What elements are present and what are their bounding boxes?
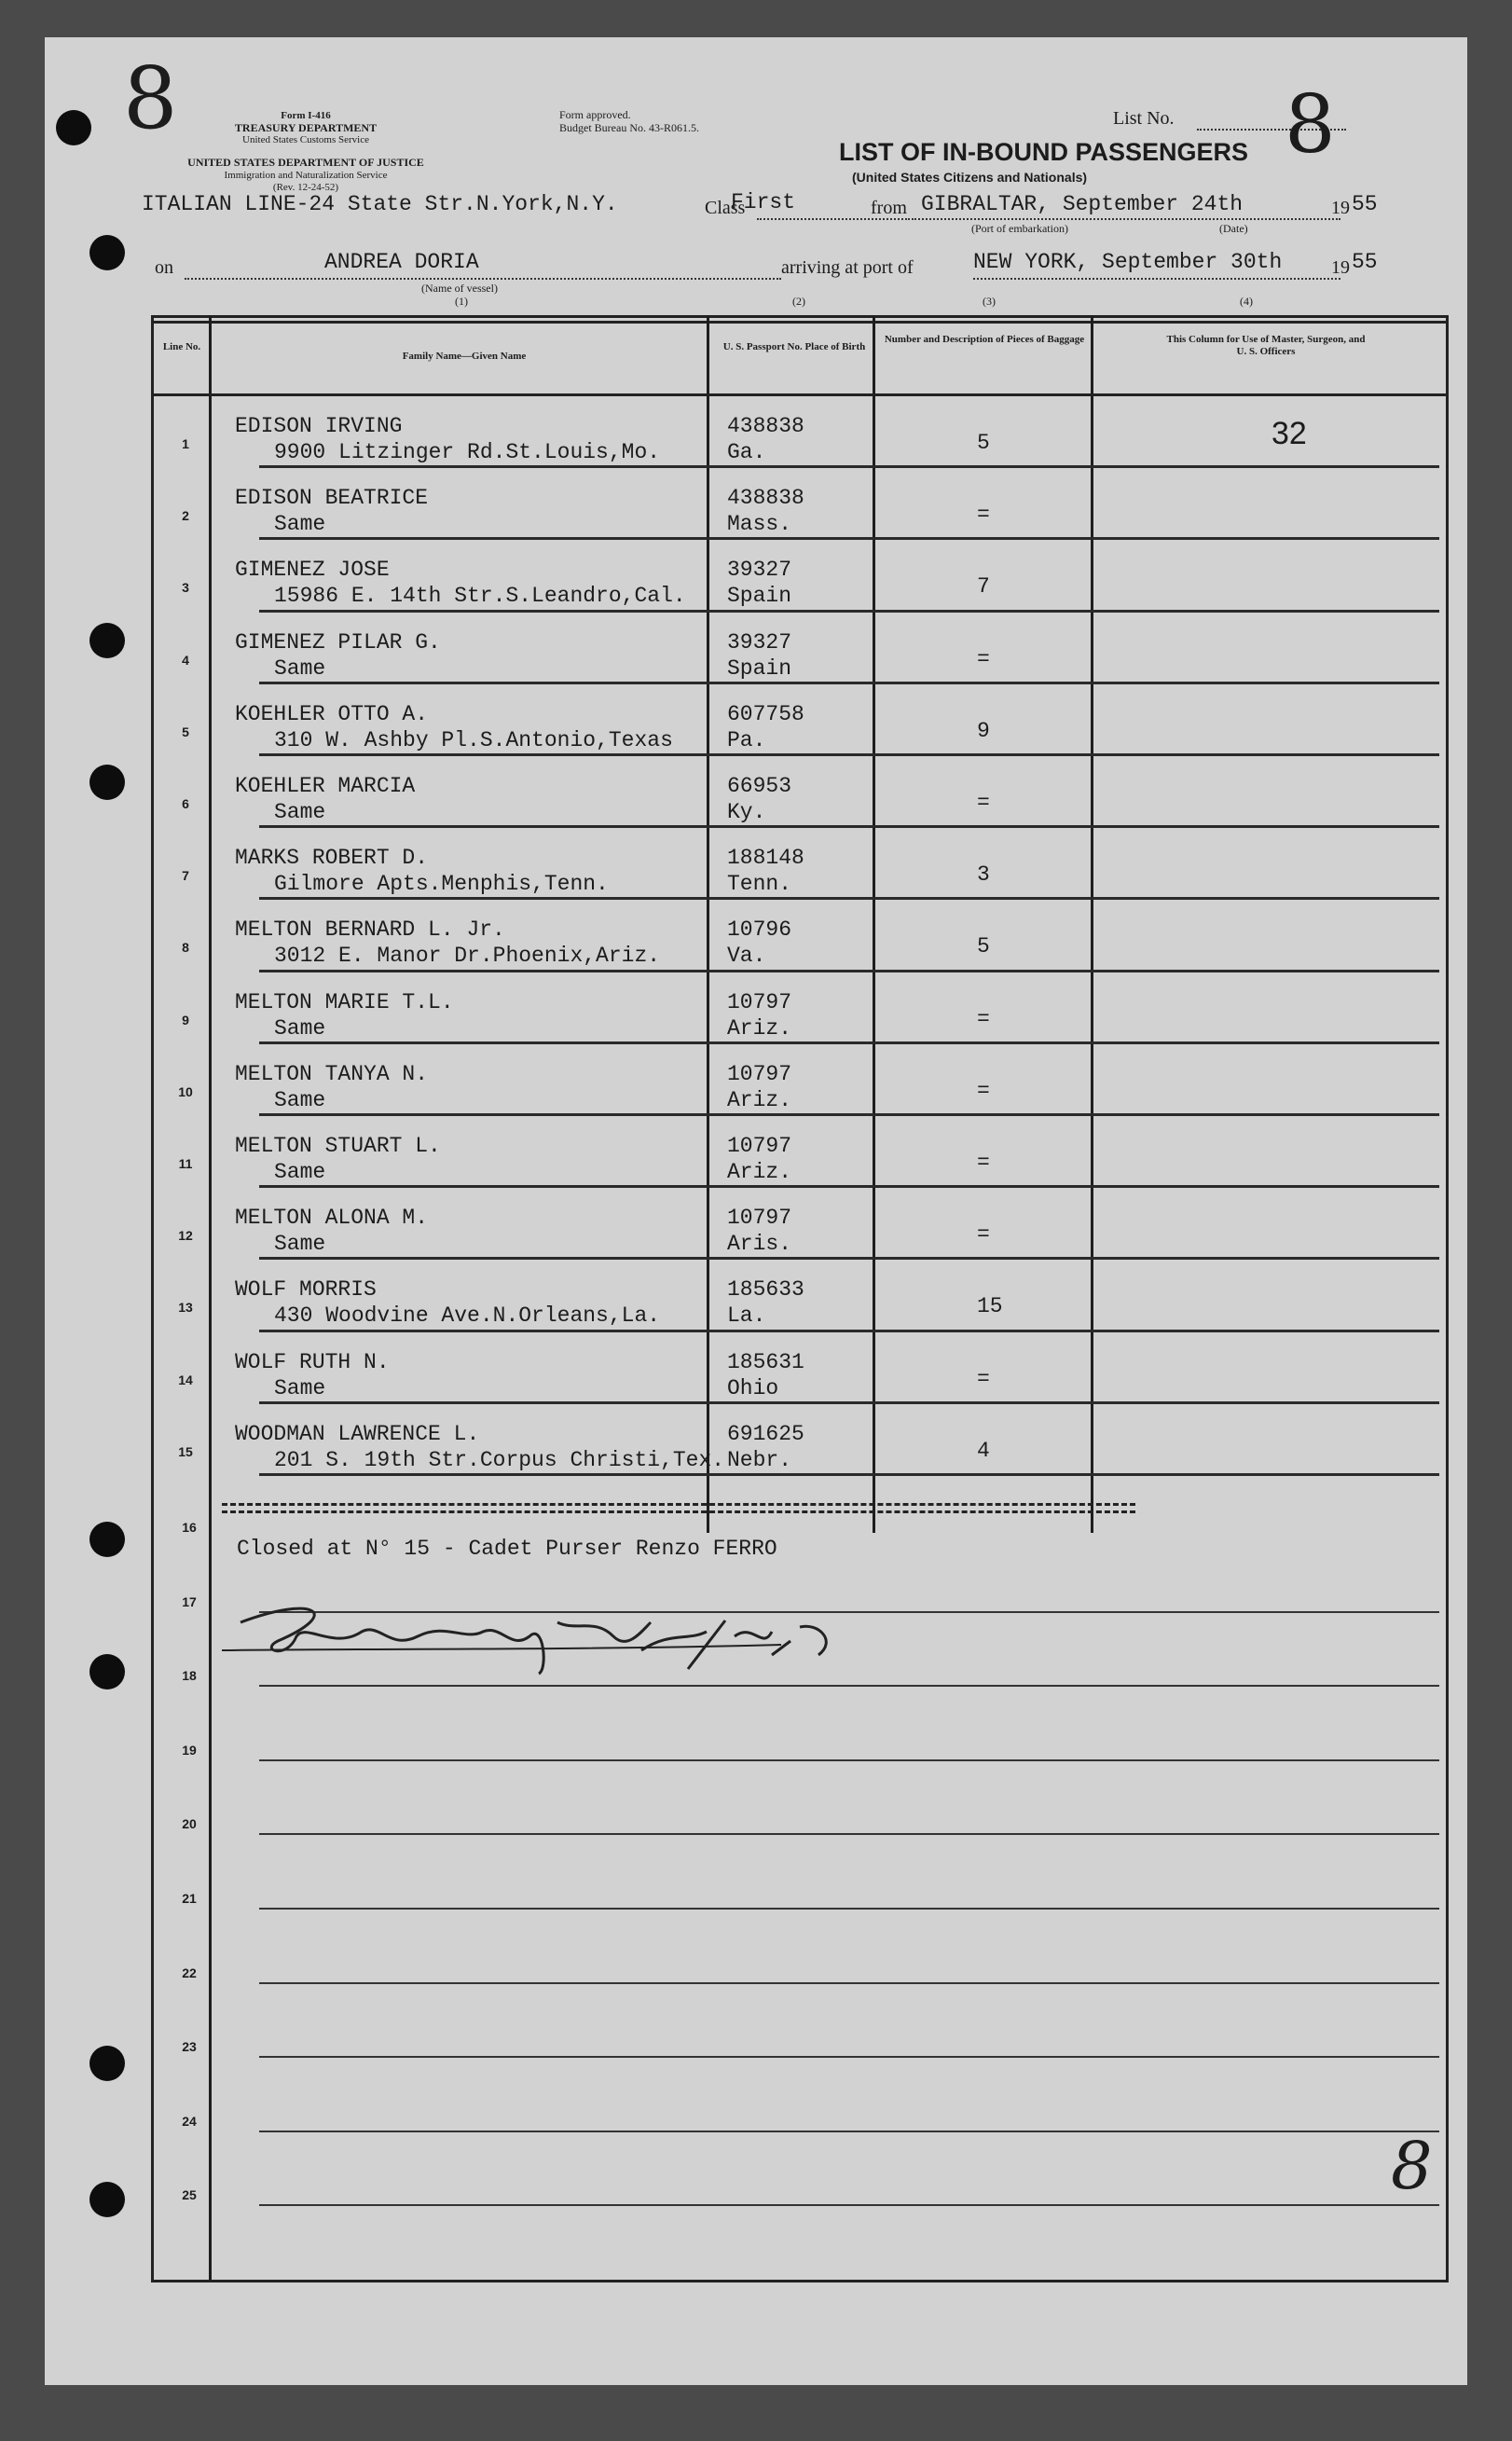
baggage-count: 5 bbox=[977, 431, 990, 455]
line-number: 17 bbox=[182, 1593, 197, 1609]
caption-3: (3) bbox=[983, 295, 996, 308]
baggage-count: = bbox=[977, 503, 990, 528]
port-of-embarkation: GIBRALTAR, September 24th bbox=[921, 192, 1244, 216]
shipping-line: ITALIAN LINE-24 State Str.N.York,N.Y. bbox=[142, 192, 618, 216]
table-row-divider bbox=[259, 2131, 1439, 2132]
passenger-name: MARKS ROBERT D. bbox=[235, 846, 429, 871]
passport-number: 10797 bbox=[727, 989, 792, 1014]
passenger-name: KOEHLER MARCIA bbox=[235, 774, 416, 798]
passport-number: 10797 bbox=[727, 1061, 792, 1086]
passenger-name: GIMENEZ JOSE bbox=[235, 558, 390, 583]
passenger-name: WOODMAN LAWRENCE L. bbox=[235, 1421, 480, 1446]
line-number: 16 bbox=[182, 1520, 197, 1535]
passenger-name: MELTON TANYA N. bbox=[235, 1061, 429, 1086]
punch-hole bbox=[89, 1522, 125, 1557]
table-row-divider bbox=[259, 1041, 1439, 1044]
handwritten-page-mark: 8 bbox=[1391, 2128, 1433, 2204]
budget-bureau: Budget Bureau No. 43-R061.5. bbox=[559, 121, 699, 134]
passenger-name: MELTON ALONA M. bbox=[235, 1206, 429, 1231]
col-officers: This Column for Use of Master, Surgeon, and U. S. Officers bbox=[1166, 334, 1366, 357]
class-label: Class bbox=[705, 198, 746, 218]
passport-number: 10797 bbox=[727, 1134, 792, 1158]
passenger-address: Same bbox=[274, 1087, 326, 1112]
col-passport: U. S. Passport No. Place of Birth bbox=[722, 341, 866, 352]
year-value: 55 bbox=[1352, 192, 1378, 216]
table-row-divider bbox=[259, 1257, 1439, 1260]
line-number: 3 bbox=[182, 580, 189, 596]
table-row-divider bbox=[259, 610, 1439, 613]
passenger-address: Same bbox=[274, 1232, 326, 1257]
arriving-label: arriving at port of bbox=[781, 257, 914, 278]
punch-hole bbox=[89, 2182, 125, 2217]
table-row-divider bbox=[259, 897, 1439, 900]
place-of-birth: Va. bbox=[727, 944, 766, 969]
passport-number: 39327 bbox=[727, 558, 792, 583]
passenger-name: EDISON BEATRICE bbox=[235, 486, 429, 511]
punch-hole bbox=[89, 1654, 125, 1689]
baggage-count: = bbox=[977, 791, 990, 815]
line-number: 7 bbox=[182, 868, 189, 884]
passenger-name: EDISON IRVING bbox=[235, 414, 403, 438]
baggage-count: = bbox=[977, 1366, 990, 1391]
arrival-year-prefix: 19 bbox=[1331, 257, 1350, 278]
class-value: First bbox=[731, 190, 796, 214]
form-header-left bbox=[175, 110, 436, 146]
place-of-birth: Mass. bbox=[727, 512, 792, 537]
place-of-birth: Ga. bbox=[727, 440, 766, 464]
passenger-address: 430 Woodvine Ave.N.Orleans,La. bbox=[274, 1303, 661, 1329]
table-row-divider bbox=[259, 1473, 1439, 1476]
passenger-address: 201 S. 19th Str.Corpus Christi,Tex. bbox=[274, 1447, 725, 1472]
baggage-count: = bbox=[977, 1151, 990, 1175]
place-of-birth: Tenn. bbox=[727, 872, 792, 897]
table-row-divider bbox=[259, 970, 1439, 972]
customs-service: United States Customs Service bbox=[242, 134, 369, 145]
passport-number: 607758 bbox=[727, 701, 804, 726]
treasury-dept: TREASURY DEPARTMENT bbox=[234, 121, 378, 134]
line-number: 8 bbox=[182, 940, 189, 956]
passenger-name: MELTON MARIE T.L. bbox=[235, 989, 454, 1014]
table-row-divider bbox=[259, 465, 1439, 468]
place-of-birth: Ariz. bbox=[727, 1160, 792, 1184]
passport-number: 10796 bbox=[727, 917, 792, 943]
table-row-divider bbox=[259, 1759, 1439, 1761]
passenger-address: 3012 E. Manor Dr.Phoenix,Ariz. bbox=[274, 944, 661, 969]
passport-number: 185631 bbox=[727, 1349, 804, 1374]
baggage-count: = bbox=[977, 646, 990, 671]
place-of-birth: Aris. bbox=[727, 1232, 792, 1257]
manifest-sheet bbox=[45, 37, 1467, 2385]
handwritten-sheet-number: 8 bbox=[123, 48, 178, 148]
baggage-count: 9 bbox=[977, 718, 990, 743]
table-row-divider bbox=[259, 2204, 1439, 2206]
baggage-count: 3 bbox=[977, 862, 990, 888]
passenger-address: Gilmore Apts.Menphis,Tenn. bbox=[274, 872, 609, 897]
list-number: 8 bbox=[1285, 78, 1336, 172]
line-number: 25 bbox=[182, 2187, 197, 2203]
officer-count: 32 bbox=[1271, 416, 1307, 451]
line-number: 19 bbox=[182, 1742, 197, 1758]
line-number: 14 bbox=[178, 1372, 193, 1387]
passenger-address: Same bbox=[274, 512, 326, 537]
table-row-divider bbox=[259, 1185, 1439, 1188]
place-of-birth: La. bbox=[727, 1303, 766, 1329]
passport-number: 438838 bbox=[727, 486, 804, 511]
line-number: 1 bbox=[182, 436, 189, 451]
table-row-divider bbox=[259, 682, 1439, 684]
passenger-name: WOLF MORRIS bbox=[235, 1277, 377, 1303]
baggage-count: = bbox=[977, 1006, 990, 1031]
line-number: 9 bbox=[182, 1012, 189, 1027]
place-of-birth: Spain bbox=[727, 655, 792, 681]
punch-hole bbox=[89, 623, 125, 658]
date-caption: (Date) bbox=[1219, 222, 1248, 235]
list-no-label: List No. bbox=[1113, 108, 1175, 129]
year-prefix: 19 bbox=[1331, 198, 1350, 218]
line-number: 20 bbox=[182, 1816, 197, 1832]
line-number: 21 bbox=[182, 1891, 197, 1906]
form-number: Form I-416 bbox=[281, 110, 331, 121]
passenger-address: Same bbox=[274, 655, 326, 681]
justice-dept: UNITED STATES DEPARTMENT OF JUSTICE bbox=[187, 156, 424, 169]
from-label: from bbox=[871, 198, 907, 218]
line-number: 24 bbox=[182, 2113, 197, 2129]
passport-number: 10797 bbox=[727, 1206, 792, 1231]
port-embarkation-caption: (Port of embarkation) bbox=[971, 222, 1068, 235]
table-row-divider bbox=[259, 1908, 1439, 1910]
punch-hole bbox=[89, 765, 125, 800]
passport-number: 691625 bbox=[727, 1421, 804, 1446]
form-approved: Form approved. bbox=[559, 108, 631, 121]
table-row-divider bbox=[259, 825, 1439, 828]
line-number: 13 bbox=[178, 1300, 193, 1316]
passenger-address: Same bbox=[274, 1015, 326, 1041]
line-number: 11 bbox=[178, 1156, 193, 1171]
passport-number: 39327 bbox=[727, 629, 792, 655]
punch-hole bbox=[56, 110, 91, 145]
baggage-count: 15 bbox=[977, 1294, 1003, 1319]
passenger-name: KOEHLER OTTO A. bbox=[235, 701, 429, 726]
caption-1: (1) bbox=[455, 295, 468, 308]
passport-number: 188148 bbox=[727, 846, 804, 871]
place-of-birth: Spain bbox=[727, 584, 792, 609]
line-number: 6 bbox=[182, 796, 189, 811]
vessel-caption: (Name of vessel) bbox=[421, 282, 498, 295]
line-number: 2 bbox=[182, 508, 189, 524]
place-of-birth: Pa. bbox=[727, 727, 766, 752]
baggage-count: 5 bbox=[977, 934, 990, 959]
place-of-birth: Ariz. bbox=[727, 1087, 792, 1112]
punch-hole bbox=[89, 2046, 125, 2081]
on-label: on bbox=[155, 257, 173, 278]
place-of-birth: Nebr. bbox=[727, 1447, 792, 1472]
place-of-birth: Ohio bbox=[727, 1375, 779, 1400]
page-subtitle: (United States Citizens and Nationals) bbox=[852, 170, 1088, 185]
table-row-divider bbox=[259, 1982, 1439, 1984]
punch-hole bbox=[89, 235, 125, 270]
caption-2: (2) bbox=[792, 295, 805, 308]
passenger-name: MELTON STUART L. bbox=[235, 1134, 441, 1158]
table-row-divider bbox=[259, 1330, 1439, 1332]
place-of-birth: Ariz. bbox=[727, 1015, 792, 1041]
passport-number: 66953 bbox=[727, 774, 792, 798]
baggage-count: 7 bbox=[977, 574, 990, 600]
table-row-divider bbox=[259, 2056, 1439, 2058]
arrival-year-value: 55 bbox=[1352, 250, 1378, 274]
passenger-address: Same bbox=[274, 800, 326, 824]
table-row-divider bbox=[259, 1833, 1439, 1835]
line-number: 22 bbox=[182, 1965, 197, 1980]
baggage-count: = bbox=[977, 1078, 990, 1103]
handwritten-signature bbox=[203, 1585, 874, 1688]
table-row-divider bbox=[259, 753, 1439, 756]
arrival-port: NEW YORK, September 30th bbox=[973, 250, 1283, 274]
passenger-address: 15986 E. 14th Str.S.Leandro,Cal. bbox=[274, 584, 686, 609]
line-number: 4 bbox=[182, 652, 189, 668]
passport-number: 185633 bbox=[727, 1277, 804, 1303]
baggage-count: 4 bbox=[977, 1438, 990, 1463]
passenger-address: 310 W. Ashby Pl.S.Antonio,Texas bbox=[274, 727, 673, 752]
caption-4: (4) bbox=[1240, 295, 1253, 308]
closing-note: Closed at N° 15 - Cadet Purser Renzo FERRO bbox=[237, 1537, 777, 1561]
table-row-divider bbox=[259, 1401, 1439, 1404]
ins-service: Immigration and Naturalization Service bbox=[224, 170, 388, 181]
passenger-name: GIMENEZ PILAR G. bbox=[235, 629, 441, 655]
line-number: 12 bbox=[178, 1228, 193, 1244]
line-number: 18 bbox=[182, 1668, 197, 1684]
vessel-name: ANDREA DORIA bbox=[324, 250, 479, 274]
table-row-divider bbox=[259, 537, 1439, 540]
col-name: Family Name—Given Name bbox=[402, 351, 527, 362]
line-number: 23 bbox=[182, 2039, 197, 2055]
col-line-no: Line No. bbox=[162, 341, 201, 352]
line-number: 5 bbox=[182, 724, 189, 739]
passenger-address: Same bbox=[274, 1375, 326, 1400]
passenger-name: MELTON BERNARD L. Jr. bbox=[235, 917, 505, 943]
line-number: 15 bbox=[178, 1443, 193, 1459]
page-title: LIST OF IN-BOUND PASSENGERS bbox=[839, 138, 1249, 166]
line-number: 10 bbox=[178, 1083, 193, 1099]
passenger-name: WOLF RUTH N. bbox=[235, 1349, 390, 1374]
passport-number: 438838 bbox=[727, 414, 804, 438]
revision: (Rev. 12-24-52) bbox=[272, 182, 339, 193]
passenger-address: Same bbox=[274, 1160, 326, 1184]
passenger-address: 9900 Litzinger Rd.St.Louis,Mo. bbox=[274, 440, 661, 464]
baggage-count: = bbox=[977, 1222, 990, 1248]
col-baggage: Number and Description of Pieces of Baggage bbox=[884, 334, 1085, 345]
place-of-birth: Ky. bbox=[727, 800, 766, 824]
table-row-divider bbox=[259, 1113, 1439, 1116]
